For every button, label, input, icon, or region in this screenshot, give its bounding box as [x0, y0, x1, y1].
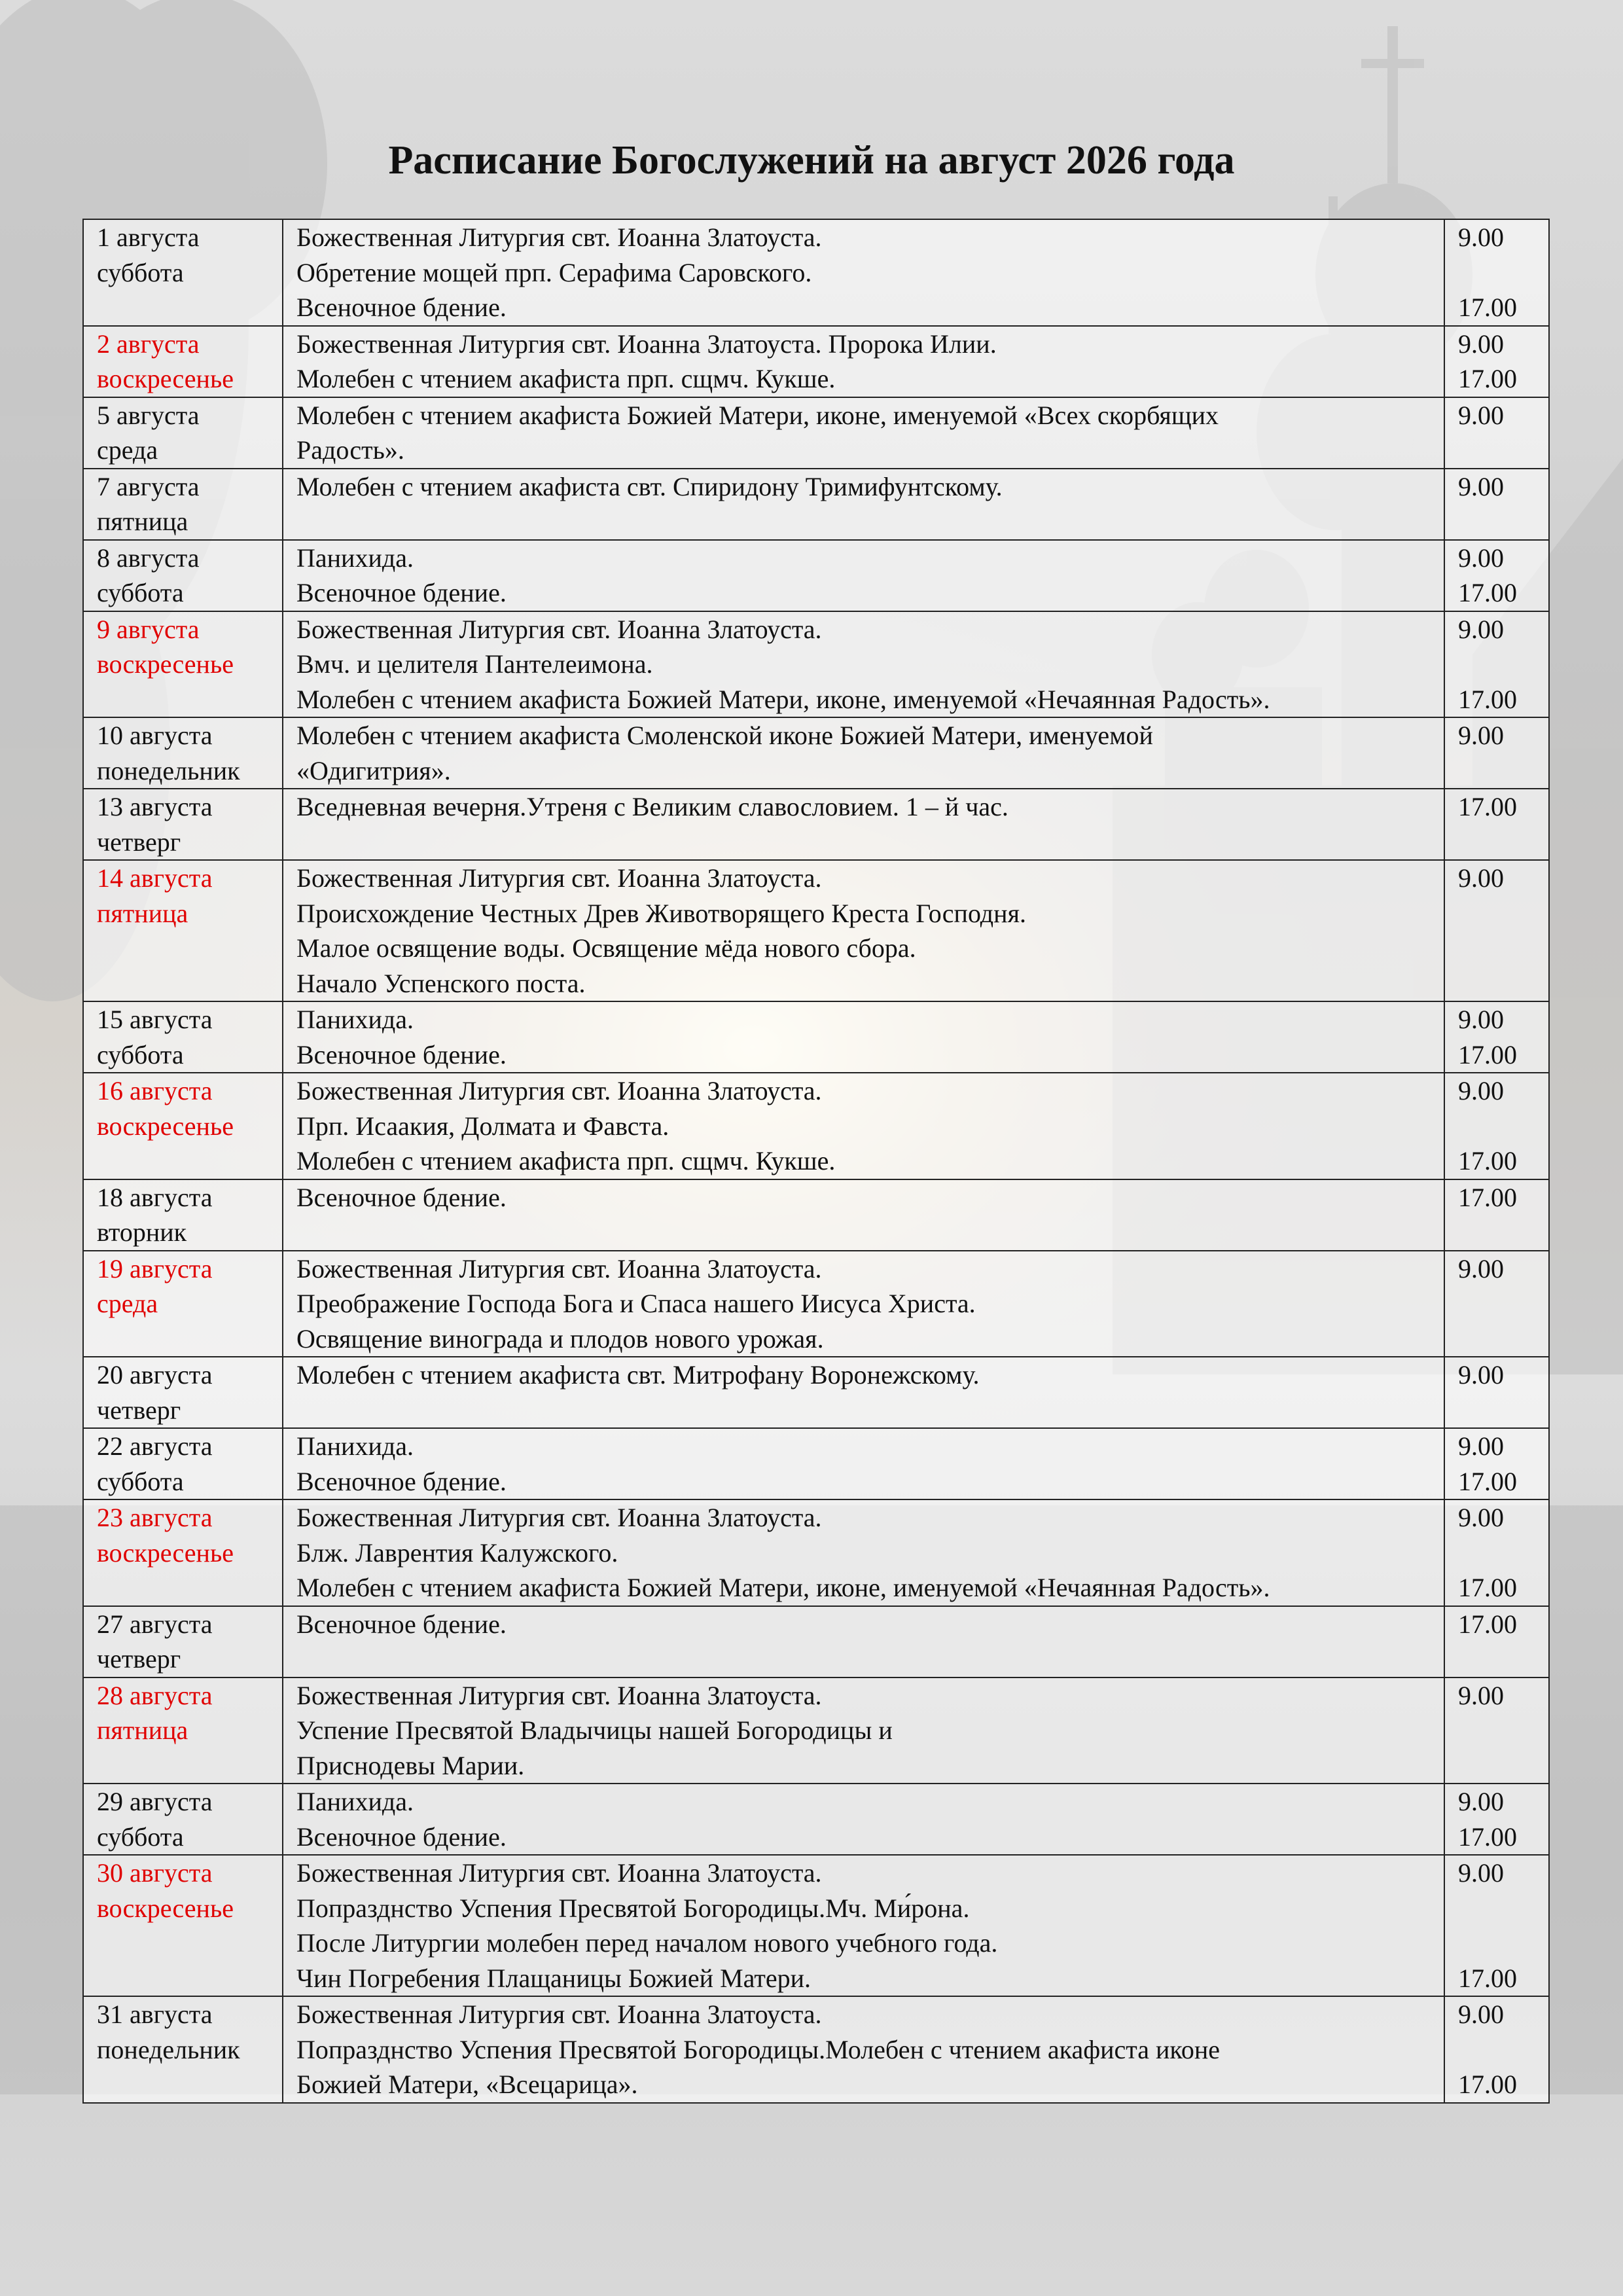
date-label: 5 августа [97, 400, 200, 430]
service-time [1458, 504, 1535, 539]
schedule-row [83, 1606, 1549, 1677]
schedule-rows [83, 219, 1549, 2103]
service-time: 9.00 [1458, 2000, 1504, 2029]
schedule-row [83, 1499, 1549, 1606]
service-line: Божественная Литургия свт. Иоанна Златоуста. Пророка Илии. [296, 329, 997, 359]
service-time [1458, 1393, 1535, 1428]
service-time: 9.00 [1458, 614, 1504, 644]
weekday-label: пятница [97, 1715, 188, 1745]
date-cell [83, 1784, 283, 1855]
service-line: Всеночное бдение. [296, 1609, 507, 1639]
service-time: 9.00 [1458, 863, 1504, 893]
services-cell [283, 1855, 1444, 1996]
date-text [97, 1570, 269, 1605]
service-line: Божественная Литургия свт. Иоанна Златоуста. [296, 1858, 822, 1888]
service-line: Чин Погребения Плащаницы Божией Матери. [296, 1963, 811, 1993]
time-cell [1444, 1499, 1549, 1606]
date-label: 18 августа [97, 1182, 213, 1212]
time-cell [1444, 397, 1549, 469]
service-line: Божественная Литургия свт. Иоанна Златоуста. [296, 614, 822, 644]
weekday-label: суббота [97, 257, 184, 287]
weekday-label: понедельник [97, 755, 240, 785]
time-cell [1444, 1855, 1549, 1996]
service-time: 9.00 [1458, 1431, 1504, 1461]
service-line: Молебен с чтением акафиста Божией Матери, иконе, именуемой «Нечаянная Радость». [296, 684, 1270, 714]
service-time [1458, 1641, 1535, 1677]
schedule-row [83, 1357, 1549, 1428]
weekday-label: воскресенье [97, 1111, 234, 1141]
service-line: Панихида. [296, 543, 414, 573]
service-line: Молебен с чтением акафиста прп. сщмч. Кукше. [296, 364, 836, 393]
schedule-row [83, 219, 1549, 326]
services-cell [283, 860, 1444, 1001]
service-time [1458, 1215, 1535, 1250]
date-text [97, 966, 269, 1001]
service-time [1458, 896, 1535, 931]
service-line [296, 1215, 1431, 1250]
service-line: Божественная Литургия свт. Иоанна Златоуста. [296, 1503, 822, 1532]
service-time: 9.00 [1458, 1253, 1504, 1283]
service-time [1458, 825, 1535, 860]
time-cell [1444, 1677, 1549, 1784]
services-cell [283, 1606, 1444, 1677]
date-cell [83, 1428, 283, 1499]
date-label: 1 августа [97, 223, 200, 252]
date-label: 19 августа [97, 1253, 213, 1283]
date-cell [83, 469, 283, 540]
schedule-row [83, 1073, 1549, 1179]
date-label: 31 августа [97, 2000, 213, 2029]
time-cell [1444, 1996, 1549, 2103]
service-time [1458, 1713, 1535, 1748]
service-line: Вседневная вечерня.Утреня с Великим славословием. 1 – й час. [296, 792, 1008, 821]
service-line: Божественная Литургия свт. Иоанна Златоуста. [296, 1253, 822, 1283]
services-cell [283, 1499, 1444, 1606]
service-line: Молебен с чтением акафиста Смоленской иконе Божией Матери, именуемой [296, 721, 1153, 750]
service-line: Божественная Литургия свт. Иоанна Златоуста. [296, 223, 822, 252]
service-time: 9.00 [1458, 1858, 1504, 1888]
date-label: 14 августа [97, 863, 213, 893]
service-time: 17.00 [1458, 578, 1517, 607]
services-cell [283, 1428, 1444, 1499]
schedule-row [83, 1996, 1549, 2103]
time-cell [1444, 789, 1549, 860]
services-cell [283, 611, 1444, 718]
service-line: Божественная Литургия свт. Иоанна Златоуста. [296, 2000, 822, 2029]
schedule-row [83, 789, 1549, 860]
date-text [97, 1143, 269, 1179]
weekday-label: пятница [97, 507, 188, 536]
service-time [1458, 433, 1535, 468]
date-label: 2 августа [97, 329, 200, 359]
service-line: Божественная Литургия свт. Иоанна Златоуста. [296, 1680, 822, 1710]
date-label: 10 августа [97, 721, 213, 750]
weekday-label: четверг [97, 1644, 181, 1674]
date-cell [83, 1855, 283, 1996]
service-line: Начало Успенского поста. [296, 968, 586, 998]
date-cell [83, 1357, 283, 1428]
service-line: Молебен с чтением акафиста свт. Спиридону Тримифунтскому. [296, 471, 1003, 501]
service-time [1458, 1891, 1535, 1926]
service-line: Успение Пресвятой Владычицы нашей Богородицы и [296, 1715, 893, 1745]
services-cell [283, 1179, 1444, 1251]
services-cell [283, 540, 1444, 611]
date-cell [83, 1499, 283, 1606]
service-time [1458, 1535, 1535, 1571]
schedule-row [83, 326, 1549, 397]
time-cell [1444, 326, 1549, 397]
date-cell [83, 1179, 283, 1251]
weekday-label: суббота [97, 1466, 184, 1496]
service-line: Божественная Литургия свт. Иоанна Златоуста. [296, 1076, 822, 1105]
date-cell [83, 1073, 283, 1179]
service-line [296, 1393, 1431, 1428]
weekday-label: среда [97, 1289, 158, 1318]
service-line: Всеночное бдение. [296, 1821, 507, 1852]
date-text [97, 931, 269, 966]
service-line [296, 1641, 1431, 1677]
service-line: Вмч. и целителя Пантелеимона. [296, 649, 653, 679]
weekday-label: воскресенье [97, 649, 234, 679]
services-cell [283, 326, 1444, 397]
date-label: 13 августа [97, 792, 213, 821]
service-time: 9.00 [1458, 1503, 1504, 1532]
service-line: Молебен с чтением акафиста Божией Матери, иконе, именуемой «Всех скорбящих [296, 400, 1219, 430]
weekday-label: среда [97, 435, 158, 465]
services-cell [283, 1677, 1444, 1784]
service-line: Происхождение Честных Древ Животворящего Креста Господня. [296, 898, 1026, 928]
service-line [296, 504, 1431, 539]
date-cell [83, 611, 283, 718]
service-line: Божией Матери, «Всецарица». [296, 2070, 638, 2099]
service-time [1458, 1321, 1535, 1357]
weekday-label: четверг [97, 827, 181, 857]
service-time: 17.00 [1458, 1182, 1517, 1212]
time-cell [1444, 1428, 1549, 1499]
service-time: 17.00 [1458, 1821, 1517, 1852]
schedule-row [83, 1428, 1549, 1499]
service-line: Панихида. [296, 1431, 414, 1461]
date-label: 15 августа [97, 1005, 213, 1034]
date-cell [83, 789, 283, 860]
service-line [296, 825, 1431, 860]
date-label: 22 августа [97, 1431, 213, 1461]
weekday-label: четверг [97, 1395, 181, 1425]
time-cell [1444, 1784, 1549, 1855]
weekday-label: вторник [97, 1217, 187, 1247]
service-time [1458, 1748, 1535, 1784]
service-line: После Литургии молебен перед началом нового учебного года. [296, 1928, 998, 1958]
services-cell [283, 397, 1444, 469]
date-cell [83, 540, 283, 611]
service-time [1458, 2032, 1535, 2068]
service-time: 17.00 [1458, 792, 1517, 821]
services-cell [283, 1073, 1444, 1179]
schedule-row [83, 469, 1549, 540]
services-cell [283, 219, 1444, 326]
schedule-row [83, 1001, 1549, 1073]
service-line: Попразднство Успения Пресвятой Богородицы.Молебен с чтением акафиста иконе [296, 2034, 1220, 2064]
service-time: 17.00 [1458, 1146, 1517, 1175]
service-time [1458, 647, 1535, 682]
service-line: Всеночное бдение. [296, 293, 507, 322]
service-line: Радость». [296, 435, 404, 465]
service-line: Прп. Исаакия, Долмата и Фавста. [296, 1111, 669, 1141]
date-cell [83, 219, 283, 326]
service-time [1458, 931, 1535, 966]
service-time [1458, 966, 1535, 1001]
service-line: Обретение мощей прп. Серафима Саровского. [296, 257, 812, 287]
date-label: 23 августа [97, 1503, 213, 1532]
date-cell [83, 1251, 283, 1357]
date-text [97, 1748, 269, 1784]
date-cell [83, 1996, 283, 2103]
services-cell [283, 1357, 1444, 1428]
time-cell [1444, 1073, 1549, 1179]
schedule-table [82, 219, 1550, 2104]
service-time: 17.00 [1458, 1573, 1517, 1602]
service-time: 17.00 [1458, 1963, 1517, 1993]
service-time: 9.00 [1458, 1076, 1504, 1105]
date-text [97, 1321, 269, 1357]
service-time: 9.00 [1458, 1005, 1504, 1034]
service-time [1458, 753, 1535, 789]
service-time: 9.00 [1458, 543, 1504, 573]
date-label: 8 августа [97, 543, 200, 573]
service-line: «Одигитрия». [296, 755, 451, 785]
weekday-label: воскресенье [97, 1893, 234, 1923]
service-time [1458, 1286, 1535, 1321]
date-label: 30 августа [97, 1858, 213, 1888]
service-line: Приснодевы Марии. [296, 1750, 525, 1780]
date-label: 7 августа [97, 471, 200, 501]
date-text [97, 682, 269, 717]
service-line: Блж. Лаврентия Калужского. [296, 1537, 618, 1568]
service-time: 9.00 [1458, 329, 1504, 359]
date-cell [83, 717, 283, 789]
time-cell [1444, 611, 1549, 718]
service-time: 17.00 [1458, 684, 1517, 714]
services-cell [283, 1001, 1444, 1073]
service-time [1458, 1926, 1535, 1961]
service-time [1458, 255, 1535, 291]
services-cell [283, 469, 1444, 540]
service-time: 9.00 [1458, 400, 1504, 430]
service-time: 9.00 [1458, 1360, 1504, 1390]
weekday-label: суббота [97, 1821, 184, 1852]
date-text [97, 1961, 269, 1996]
time-cell [1444, 540, 1549, 611]
service-time: 9.00 [1458, 721, 1504, 750]
service-line: Божественная Литургия свт. Иоанна Златоуста. [296, 863, 822, 893]
services-cell [283, 1251, 1444, 1357]
time-cell [1444, 1179, 1549, 1251]
service-time: 9.00 [1458, 471, 1504, 501]
time-cell [1444, 1251, 1549, 1357]
service-line: Попразднство Успения Пресвятой Богородицы.Мч. Ми́рона. [296, 1893, 970, 1923]
service-line: Освящение винограда и плодов нового урожая. [296, 1323, 824, 1354]
services-cell [283, 789, 1444, 860]
date-text [97, 1926, 269, 1961]
date-label: 16 августа [97, 1076, 213, 1105]
time-cell [1444, 860, 1549, 1001]
service-line: Преображение Господа Бога и Спаса нашего Иисуса Христа. [296, 1289, 976, 1318]
date-cell [83, 1606, 283, 1677]
weekday-label: воскресенье [97, 364, 234, 393]
service-line: Всеночное бдение. [296, 578, 507, 607]
weekday-label: пятница [97, 898, 188, 928]
services-cell [283, 717, 1444, 789]
service-time [1458, 1109, 1535, 1144]
time-cell [1444, 469, 1549, 540]
weekday-label: понедельник [97, 2034, 240, 2064]
service-time: 17.00 [1458, 2070, 1517, 2099]
date-text [97, 290, 269, 325]
time-cell [1444, 1001, 1549, 1073]
service-time: 17.00 [1458, 1609, 1517, 1639]
services-cell [283, 1784, 1444, 1855]
service-time: 9.00 [1458, 1680, 1504, 1710]
service-line: Молебен с чтением акафиста свт. Митрофану Воронежскому. [296, 1360, 980, 1390]
schedule-row [83, 1855, 1549, 1996]
service-line: Панихида. [296, 1787, 414, 1816]
service-line: Всеночное бдение. [296, 1039, 507, 1069]
date-label: 20 августа [97, 1360, 213, 1390]
schedule-row [83, 860, 1549, 1001]
date-label: 9 августа [97, 614, 200, 644]
page-title: Расписание Богослужений на август 2026 года [388, 138, 1235, 183]
date-text [97, 2067, 269, 2102]
time-cell [1444, 717, 1549, 789]
weekday-label: суббота [97, 1039, 184, 1069]
service-time: 17.00 [1458, 293, 1517, 322]
weekday-label: суббота [97, 578, 184, 607]
date-label: 27 августа [97, 1609, 213, 1639]
schedule-row [83, 611, 1549, 718]
time-cell [1444, 1357, 1549, 1428]
service-line: Малое освящение воды. Освящение мёда нового сбора. [296, 933, 916, 963]
schedule-row [83, 1251, 1549, 1357]
schedule-row [83, 1784, 1549, 1855]
service-line: Молебен с чтением акафиста прп. сщмч. Кукше. [296, 1146, 836, 1175]
date-label: 29 августа [97, 1787, 213, 1816]
schedule-row [83, 717, 1549, 789]
service-time: 17.00 [1458, 1466, 1517, 1496]
time-cell [1444, 219, 1549, 326]
service-time: 9.00 [1458, 223, 1504, 252]
service-time: 17.00 [1458, 364, 1517, 393]
schedule-row [83, 1677, 1549, 1784]
time-cell [1444, 1606, 1549, 1677]
schedule-row [83, 540, 1549, 611]
service-line: Всеночное бдение. [296, 1182, 507, 1212]
service-time: 9.00 [1458, 1787, 1504, 1816]
service-line: Всеночное бдение. [296, 1466, 507, 1496]
date-label: 28 августа [97, 1680, 213, 1710]
service-time: 17.00 [1458, 1039, 1517, 1069]
date-cell [83, 860, 283, 1001]
date-cell [83, 1677, 283, 1784]
service-line: Панихида. [296, 1005, 414, 1034]
date-cell [83, 326, 283, 397]
date-cell [83, 1001, 283, 1073]
schedule-row [83, 397, 1549, 469]
date-cell [83, 397, 283, 469]
services-cell [283, 1996, 1444, 2103]
service-line: Молебен с чтением акафиста Божией Матери, иконе, именуемой «Нечаянная Радость». [296, 1573, 1270, 1602]
schedule-row [83, 1179, 1549, 1251]
weekday-label: воскресенье [97, 1537, 234, 1568]
